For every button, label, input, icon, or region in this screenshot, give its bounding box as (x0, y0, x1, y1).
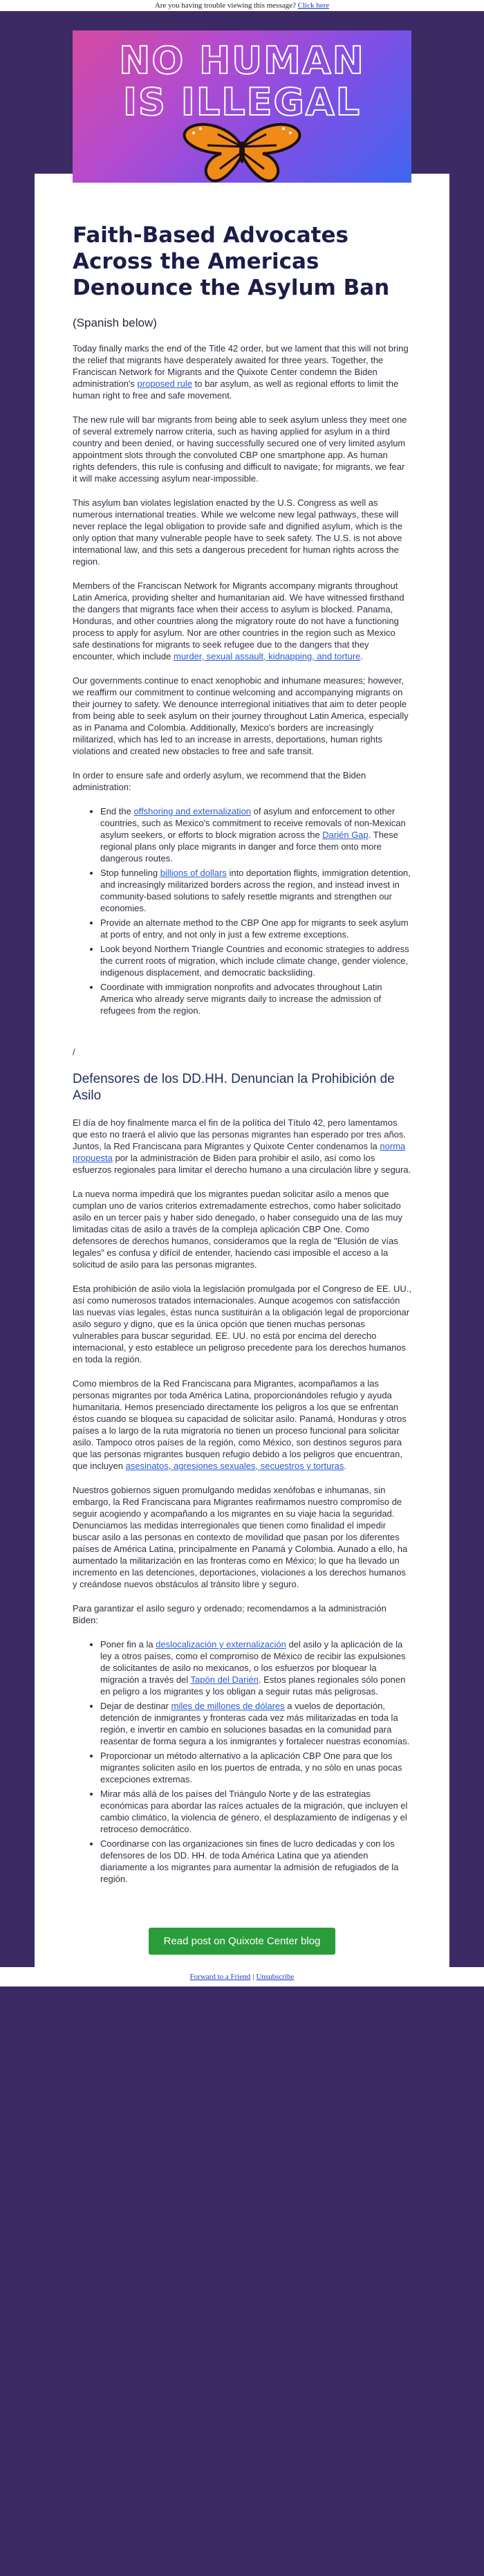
email-container (35, 11, 449, 1967)
monarch-butterfly-icon (180, 119, 304, 183)
view-online-link[interactable]: Click here (297, 1, 330, 10)
billions-link[interactable]: billions of dollars (160, 868, 227, 878)
hero-image (73, 30, 411, 183)
article-title: Faith-Based Advocates Across the Americas Denounce the Asylum Ban (73, 223, 390, 300)
paragraph: El día de hoy finalmente marca el fin de la política del Título 42, pero lamentamos que esto no traerá el alivio que las personas migrantes han esperado por tres años. Juntos, la Red Franciscana para Migrantes y Quixote Center condenamos la norma propuesta por la administración de Biden para prohibir el asilo, así como los esfuerzos regionales para limitar el derecho humano a una circulación libre y segura. (73, 1117, 411, 1175)
list-item: • Stop funneling billions of dollars into deportation flights, immigration detention, and increasingly militarized borders across the region, and instead invest in community-based solutions to safely resettle migrants and strengthen our economies. (100, 867, 411, 914)
paragraph: In order to ensure safe and orderly asylum, we recommend that the Biden administration: (73, 770, 366, 792)
recommendations-list (73, 805, 411, 1016)
hero-headline (73, 40, 411, 123)
externalization-link[interactable]: offshoring and externalization (133, 806, 252, 816)
miles-millones-link[interactable]: miles de millones de dólares (171, 1701, 285, 1711)
list-item: • Proporcionar un método alternativo a la aplicación CBP One para que los migrantes soliciten asilo en los puertos de entrada, y no sólo en unas pocas excepciones extremas. (100, 1750, 411, 1785)
forward-link[interactable]: Forward to a Friend (189, 1973, 251, 1981)
paragraph: Nuestros gobiernos siguen promulgando medidas xenófobas e inhumanas, sin embargo, la Red Franciscana para Migrantes reafirmamos nuestro compromiso de seguir acogiendo y acompañando a los migrantes en su viaje hacia la seguridad. Denunciamos las medidas interregionales que tienen como finalidad el impedir buscar asilo a las personas en contexto de movilidad que pasan por los diferentes países de América Latina, principalmente en Panamá y Colombia. Aunado a ello, ha aumentado la militarización en las fronteras como en México; lo que ha llevado un incremento en las detenciones, deportaciones, violaciones a los derechos humanos y creándose nuevos obstáculos al tránsito libre y seguro. (73, 1485, 408, 1589)
proposed-rule-link[interactable]: proposed rule (137, 378, 193, 389)
footer-separator: | (252, 1973, 254, 1981)
footer (0, 1967, 484, 1986)
list-item: • Poner fin a la deslocalización y externalización del asilo y la aplicación de la ley a otros países, como el compromiso de México de recibir las expulsiones de solicitantes de asilo no mexicanos, o los esfuerzos por bloquear la migración a través del Tapón del Darién. Estos planes regionales sólo ponen en peligro a los migrantes y los obligan a seguir rutas más peligrosas. (100, 1638, 411, 1697)
unsubscribe-link[interactable]: Unsubscribe (256, 1973, 295, 1981)
cta-section (35, 1911, 449, 1967)
view-online-bar (0, 0, 484, 11)
paragraph: Today finally marks the end of the Title 42 order, but we lament that this will not bring the relief that migrants have desperately awaited for three years. Together, the Franciscan Network for Migrants and the Quixote Center condemn the Biden administration's proposed rule to bar asylum, as well as regional efforts to limit the human right to free and safe movement. (73, 343, 409, 401)
violencia-link[interactable]: asesinatos, agresiones sexuales, secuestros y torturas (125, 1461, 344, 1471)
language-separator: / (73, 1047, 75, 1057)
list-item: • Provide an alternate method to the CBP One app for migrants to seek asylum at ports of entry, and not only in just a few extreme exceptions. (100, 917, 411, 940)
paragraph: This asylum ban violates legislation enacted by the U.S. Congress as well as numerous international treaties. While we welcome new legal pathways, these will never replace the legal obligation to provide safe and dignified asylum, which is the only option that many vulnerable people have to seek safety. The U.S. is not above international law, and this sets a dangerous precedent for human rights across the region. (73, 497, 402, 567)
externalizacion-link[interactable]: deslocalización y externalización (156, 1639, 286, 1650)
hero-banner (35, 11, 449, 174)
view-online-text: Are you having trouble viewing this message? (154, 1, 296, 10)
language-note: (Spanish below) (73, 316, 157, 329)
hero-line-2: IS ILLEGAL (122, 80, 362, 124)
violence-report-link[interactable]: murder, sexual assault, kidnapping, and torture (173, 651, 361, 661)
paragraph: Esta prohibición de asilo viola la legislación promulgada por el Congreso de EE. UU., así como numerosos tratados internacionales. Aunque acogemos con satisfacción las nuevas vías legales, éstas nunca sustituirán a la obligación legal de proporcionar asilo seguro y digno, que es la única opción que tienen muchas personas vulnerables para buscar seguridad. EE. UU. no está por encima del derecho internacional, y esto establece un peligroso precedente para los derechos humanos en toda la región. (73, 1284, 411, 1364)
list-item: • Dejar de destinar miles de millones de dólares a vuelos de deportación, detención de inmigrantes y fronteras cada vez más militarizadas en toda la región, e invertir en cambio en soluciones basadas en la comunidad para reasentar de forma segura a los inmigrantes y fortalecer nuestras economías. (100, 1700, 411, 1747)
paragraph: Para garantizar el asilo seguro y ordenado; recomendamos a la administración Biden: (73, 1603, 387, 1625)
norma-propuesta-link[interactable]: norma propuesta (73, 1141, 406, 1163)
darien-gap-link[interactable]: Darién Gap (322, 830, 369, 840)
list-item: • Coordinarse con las organizaciones sin fines de lucro dedicadas y con los defensores de los DD. HH. de toda América Latina que ya atienden diariamente a los migrantes para aumentar la admisión de refugiados de la región. (100, 1838, 411, 1885)
list-item: • Mirar más allá de los países del Triángulo Norte y de las estrategias económicas para abordar las raíces actuales de la migración, que incluyen el cambio climático, la violencia de género, el desplazamiento de indígenas y el retroceso democrático. (100, 1788, 411, 1835)
hero-line-1: NO HUMAN (119, 39, 365, 82)
list-item: • Look beyond Northern Triangle Countries and economic strategies to address the current roots of migration, which include climate change, gender violence, indigenous displacement, and democratic backsliding. (100, 943, 411, 978)
paragraph: La nueva norma impedirá que los migrantes puedan solicitar asilo a menos que cumplan uno de varios criterios extremadamente estrechos, como haber solicitado asilo en un tercer país y haber sido denegado, o haber conseguido una de las muy limitadas citas de asilo a través de la compleja aplicación CBP One. Como defensores de derechos humanos, consideramos que la regla de "Elusión de vías legales" es confusa y difícil de entender, haciendo casi imposible el acceso a la solicitud de asilo para las personas migrantes. (73, 1189, 402, 1270)
recomendaciones-list (73, 1638, 411, 1885)
article-body (35, 174, 449, 1911)
tapon-darien-link[interactable]: Tapón del Darién (190, 1674, 259, 1685)
paragraph: The new rule will bar migrants from being able to seek asylum unless they meet one of several extremely narrow criteria, such as having applied for asylum in a third country and been denied, or having successfully secured one of very limited asylum appointment slots through the convoluted CBP one smartphone app. As human rights defenders, this rule is confusing and difficult to navigate; for migrants, we fear it will make accessing asylum near-impossible. (73, 414, 407, 484)
list-item: • Coordinate with immigration nonprofits and advocates throughout Latin America who already serve migrants daily to increase the admission of refugees from the region. (100, 981, 411, 1016)
read-post-button[interactable]: Read post on Quixote Center blog (149, 1928, 336, 1955)
paragraph: Our governments continue to enact xenophobic and inhumane measures; however, we reaffirm our commitment to continue welcoming and accompanying migrants on their journey to safety. We denounce interregional initiatives that aim to deter people from being able to seek asylum on their journey throughout Latin America, especially as in Panama and Colombia. Additionally, Mexico's borders are increasingly militarized, which has led to an increase in arrests, deportations, human rights violations and created new obstacles to free and safe transit. (73, 675, 409, 756)
paragraph: Como miembros de la Red Franciscana para Migrantes, acompañamos a las personas migrantes por toda América Latina, proporcionándoles refugio y ayuda humanitaria. Hemos presenciado directamente los peligros a los que se enfrentan éstos cuando se bloquea su capacidad de solicitar asilo. Panamá, Honduras y otros países a lo largo de la ruta migratoria no tienen un proceso funcional para solicitar asilo. Tampoco otros países de la región, como México, son destinos seguros para que las personas migrantes busquen refugio debido a los peligros que encuentran, que incluyen asesinatos, agresiones sexuales, secuestros y torturas. (73, 1378, 407, 1471)
list-item: • End the offshoring and externalization of asylum and enforcement to other countries, such as Mexico's commitment to receive removals of non-Mexican asylum seekers, or efforts to block migration across the Darién Gap. These regional plans only place migrants in danger and force them onto more dangerous routes. (100, 805, 411, 864)
paragraph: Members of the Franciscan Network for Migrants accompany migrants throughout Latin America, providing shelter and humanitarian aid. We have witnessed firsthand the dangers that migrants face when their access to asylum is blocked. Panama, Honduras, and other countries along the migratory route do not have a functioning process to apply for asylum. Nor are other countries in the region such as Mexico safe destinations for migrants to seek refugee due to the dangers that they encounter, which include murder, sexual assault, kidnapping, and torture. (73, 581, 404, 661)
spanish-title: Defensores de los DD.HH. Denuncian la Prohibición de Asilo (73, 1072, 395, 1103)
